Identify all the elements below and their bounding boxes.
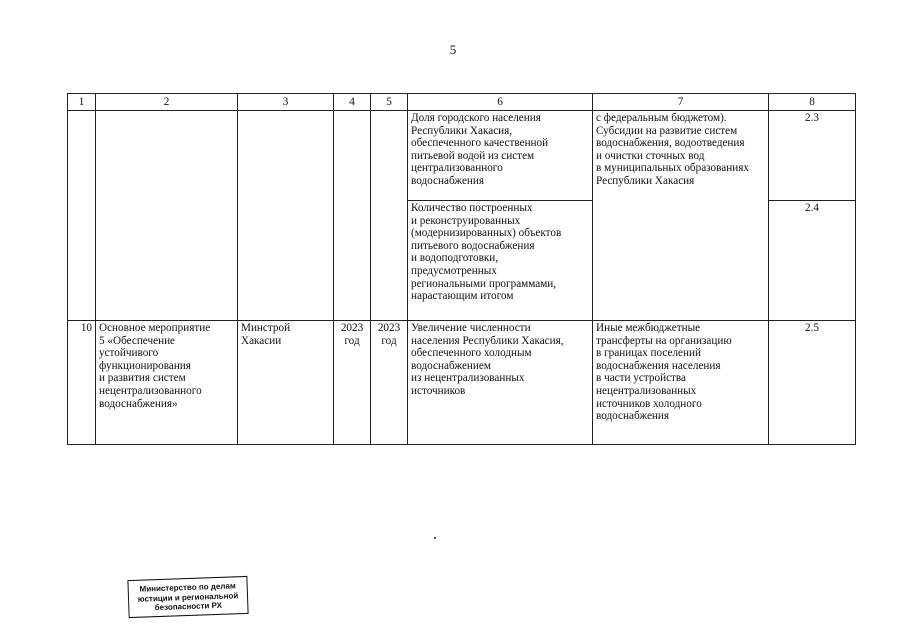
header-cell-8: 8 bbox=[769, 94, 856, 111]
header-cell-4: 4 bbox=[334, 94, 371, 111]
indicator-cell: Доля городского населения Республики Хакасия, обеспеченного качественной питьевой водой из систем централизованного водоснабжения bbox=[408, 111, 593, 201]
indicator-cell: Количество построенных и реконструированных (модернизированных) объектов питьевого водоснабжения и водоподготовки, предусмотренных региональными программами, нарастающим итогом bbox=[408, 201, 593, 321]
activity-cell: Основное мероприятие 5 «Обеспечение устойчивого функционирования и развития систем нецентрализованного водоснабжения» bbox=[96, 321, 238, 445]
empty-cell bbox=[334, 111, 371, 321]
scan-dot bbox=[434, 537, 436, 539]
row-number-cell: 10 bbox=[68, 321, 96, 445]
start-year-cell: 2023 год bbox=[334, 321, 371, 445]
link-cell: 2.4 bbox=[769, 201, 856, 321]
program-table bbox=[67, 93, 856, 445]
header-cell-6: 6 bbox=[408, 94, 593, 111]
instrument-cell: Иные межбюджетные трансферты на организацию в границах поселений водоснабжения населения в части устройства нецентрализованных источников холодного водоснабжения bbox=[593, 321, 769, 445]
link-cell: 2.5 bbox=[769, 321, 856, 445]
empty-cell bbox=[371, 111, 408, 321]
header-cell-7: 7 bbox=[593, 94, 769, 111]
header-cell-2: 2 bbox=[96, 94, 238, 111]
header-row bbox=[68, 94, 856, 111]
table-row bbox=[68, 321, 856, 445]
stamp-line: Министерство по делам bbox=[139, 581, 236, 594]
table-row bbox=[68, 111, 856, 201]
header-cell-1: 1 bbox=[68, 94, 96, 111]
stamp-line: безопасности РХ bbox=[154, 600, 223, 613]
header-cell-3: 3 bbox=[238, 94, 334, 111]
ministry-stamp bbox=[127, 576, 248, 618]
indicator-cell: Увеличение численности населения Республики Хакасия, обеспеченного холодным водоснабжением из нецентрализованных источников bbox=[408, 321, 593, 445]
instrument-cell: с федеральным бюджетом). Субсидии на развитие систем водоснабжения, водоотведения и очистки сточных вод в муниципальных образованиях Республики Хакасия bbox=[593, 111, 769, 321]
link-cell: 2.3 bbox=[769, 111, 856, 201]
end-year-cell: 2023 год bbox=[371, 321, 408, 445]
page-number: 5 bbox=[449, 42, 457, 57]
empty-cell bbox=[68, 111, 96, 321]
empty-cell bbox=[96, 111, 238, 321]
header-cell-5: 5 bbox=[371, 94, 408, 111]
stamp-line: юстиции и региональной bbox=[137, 590, 239, 604]
empty-cell bbox=[238, 111, 334, 321]
executor-cell: Минстрой Хакасии bbox=[238, 321, 334, 445]
